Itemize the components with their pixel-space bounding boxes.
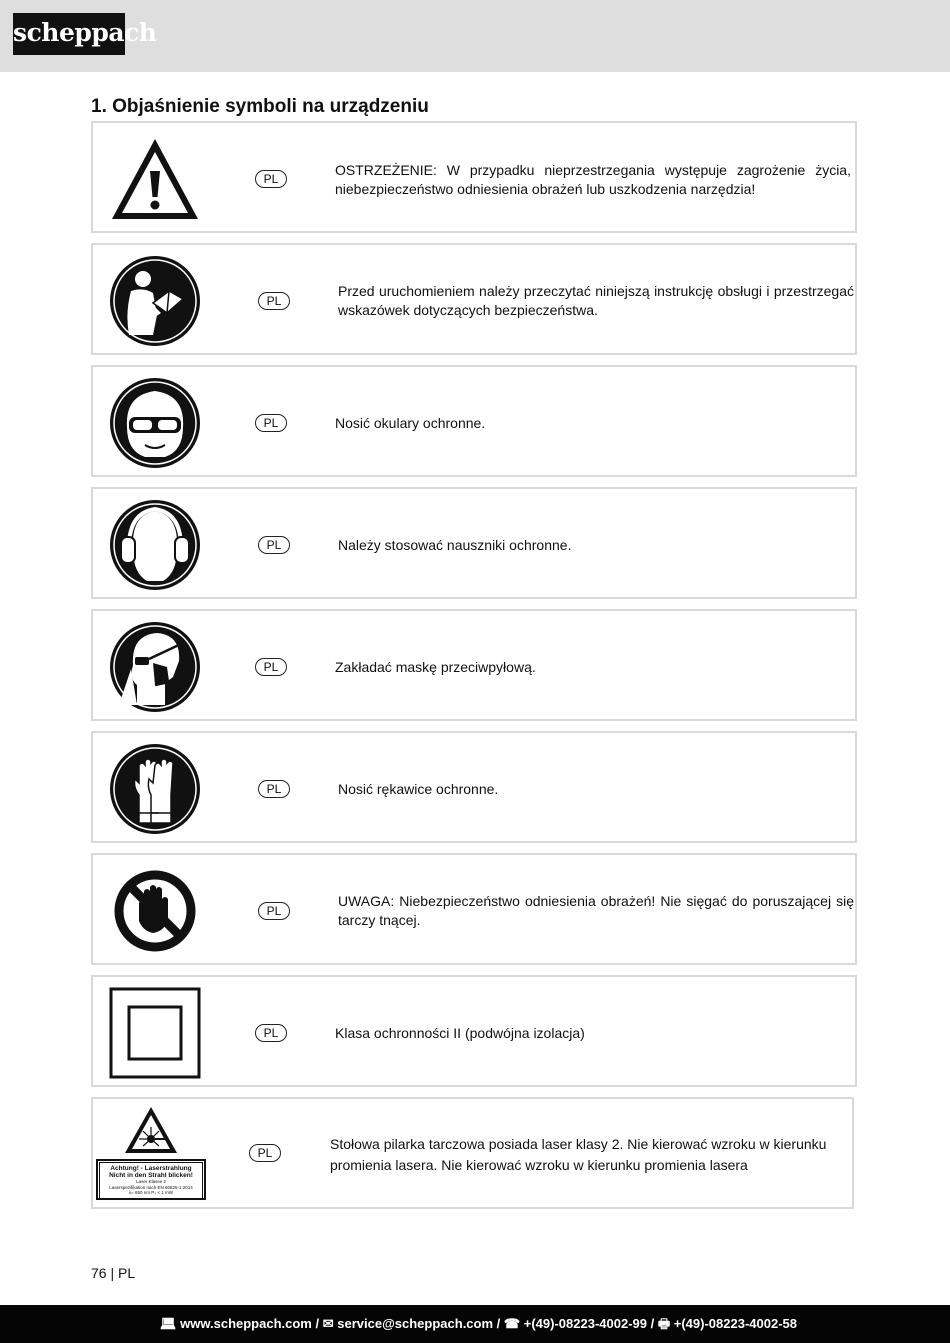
language-badge: PL (255, 170, 287, 188)
page-number (91, 1265, 135, 1281)
symbol-row-protection-class (91, 975, 857, 1087)
symbol-row-no-hands (91, 853, 857, 965)
symbol-row-warning (91, 121, 857, 233)
footer-email[interactable]: service@scheppach.com (337, 1316, 494, 1331)
dust-mask-icon (109, 621, 201, 713)
laser-label-line: λ= 650 nm P₀ < 1 mW (128, 1190, 174, 1195)
symbol-row-read-manual (91, 243, 857, 355)
language-badge: PL (255, 658, 287, 676)
laser-class-label (96, 1159, 206, 1200)
symbol-row-gloves (91, 731, 857, 843)
page-header (0, 0, 950, 72)
phone-icon: ☎︎ (503, 1316, 521, 1331)
safety-goggles-icon (109, 377, 201, 469)
symbol-description: OSTRZEŻENIE: W przypadku nieprzestrzegania występuje zagrożenie życia, niebezpieczeństwo odniesienia obrażeń lub uszkodzenia narzędzia! (335, 162, 851, 197)
footer-fax: +(49)-08223-4002-58 (673, 1316, 797, 1331)
page-separator: | (110, 1265, 115, 1281)
section-title: 1. Objaśnienie symboli na urządzeniu (91, 96, 429, 117)
laser-label-line: Achtung! - Laserstrahlung (110, 1165, 192, 1172)
symbol-description: Stołowa pilarka tarczowa posiada laser klasy 2. Nie kierować wzroku w kierunku promienia lasera. Nie kierować wzroku w kierunku promienia lasera (330, 1136, 827, 1173)
page-number-value: 76 (91, 1265, 107, 1281)
scheppach-logo: scheppach (13, 13, 125, 55)
symbol-description: Nosić rękawice ochronne. (338, 781, 499, 797)
symbol-description: Nosić okulary ochronne. (335, 415, 486, 431)
laser-label-line: Laser Klasse 2 (136, 1179, 166, 1184)
language-badge: PL (258, 902, 290, 920)
read-manual-icon (109, 255, 201, 347)
symbol-row-goggles (91, 365, 857, 477)
language-badge: PL (255, 1024, 287, 1042)
symbol-description: Przed uruchomieniem należy przeczytać niniejszą instrukcję obsługi i przestrzegać wskazówek dotyczących bezpieczeństwa. (338, 283, 854, 318)
protective-gloves-icon (109, 743, 201, 835)
language-badge: PL (249, 1144, 281, 1162)
protection-class-ii-icon (109, 987, 201, 1079)
fax-icon: 🖶︎ (657, 1316, 671, 1331)
laser-warning-icon (123, 1105, 179, 1155)
language-badge: PL (258, 780, 290, 798)
footer-phone: +(49)-08223-4002-99 (523, 1316, 647, 1331)
footer-website[interactable]: www.scheppach.com (180, 1316, 312, 1331)
laser-label-line: Laserspezifikation nach EN 60825-1:2014 (109, 1184, 193, 1190)
symbol-row-dust-mask (91, 609, 857, 721)
language-badge: PL (258, 292, 290, 310)
symbol-row-laser (91, 1097, 854, 1209)
no-hands-icon (109, 865, 201, 957)
symbol-row-ear-protection (91, 487, 857, 599)
laser-label-line: Nicht in den Strahl blicken! (109, 1172, 193, 1179)
page-language: PL (118, 1265, 136, 1281)
symbol-description: Klasa ochronności II (podwójna izolacja) (335, 1025, 585, 1041)
email-icon: ✉︎ (322, 1316, 334, 1331)
symbol-description: Należy stosować nauszniki ochronne. (338, 537, 572, 553)
computer-icon: 💻︎ (160, 1316, 177, 1331)
language-badge: PL (255, 414, 287, 432)
symbol-description: Zakładać maskę przeciwpyłową. (335, 659, 536, 675)
symbol-description: UWAGA: Niebezpieczeństwo odniesienia obrażeń! Nie sięgać do poruszającej się tarczy tnącej. (338, 893, 854, 928)
page-footer: 💻︎ www.scheppach.com / ✉︎ service@scheppach.com / ☎︎ +(49)-08223-4002-99 / 🖶︎ +(49)-08223-4002-58 (0, 1305, 950, 1343)
ear-protection-icon (109, 499, 201, 591)
warning-triangle-icon (109, 133, 201, 225)
language-badge: PL (258, 536, 290, 554)
